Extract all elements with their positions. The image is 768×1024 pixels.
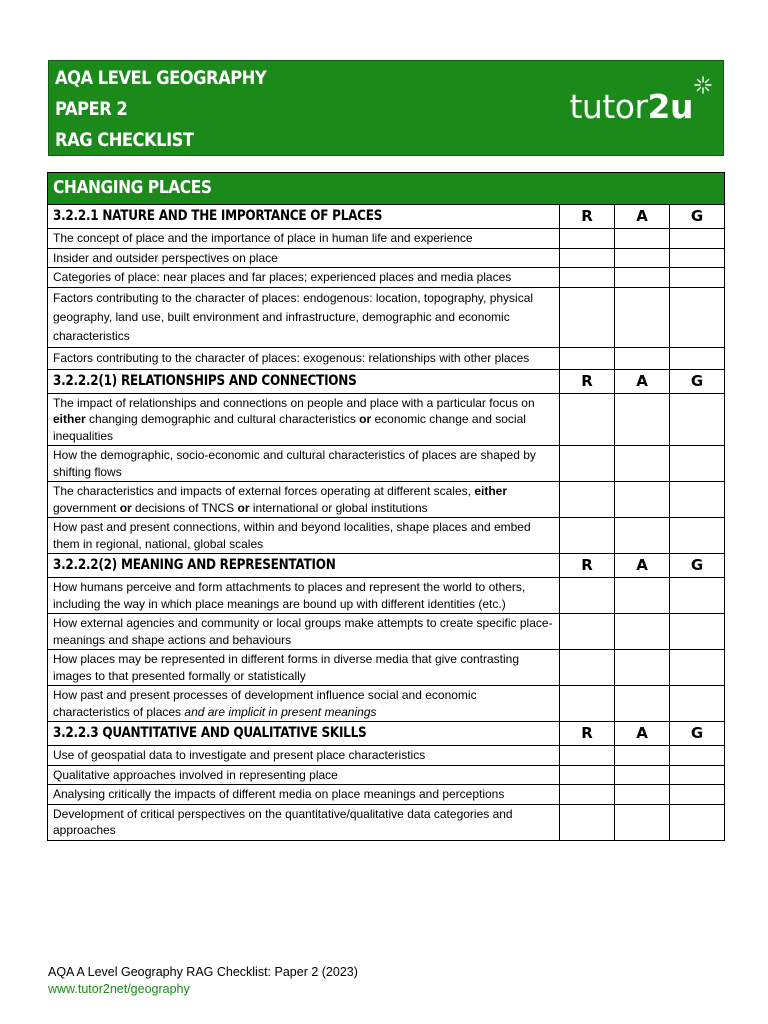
checklist-row [48,248,725,268]
checklist-item: Qualitative approaches involved in representing place [48,765,560,785]
rag-checkbox-a[interactable] [615,268,670,288]
checklist-row [48,287,725,347]
rag-header-g: G [670,205,725,229]
footer-link[interactable]: www.tutor2net/geography [48,982,190,996]
rag-checkbox-a[interactable] [615,746,670,766]
rag-checkbox-g[interactable] [670,804,725,840]
checklist-row [48,446,725,482]
subsection-title-cell [48,205,560,229]
checklist-row [48,229,725,249]
rag-header-a: A [615,554,670,578]
checklist-item: How places may be represented in different forms in diverse media that give contrasting images to that presented formally or statistically [48,650,560,686]
rag-checkbox-r[interactable] [560,482,615,518]
rag-checkbox-r[interactable] [560,393,615,446]
rag-checkbox-r[interactable] [560,229,615,249]
rag-header-a: A [615,369,670,393]
rag-checkbox-a[interactable] [615,393,670,446]
header-title-block [55,63,301,156]
checklist-row [48,268,725,288]
rag-checkbox-g[interactable] [670,347,725,369]
rag-checkbox-g[interactable] [670,248,725,268]
checklist-item: Development of critical perspectives on the quantitative/qualitative data categories and approaches [48,804,560,840]
item-text: economic change and social inequalities [53,412,526,443]
rag-checkbox-g[interactable] [670,614,725,650]
rag-checkbox-a[interactable] [615,686,670,722]
subsection-title-cell [48,369,560,393]
rag-checkbox-g[interactable] [670,578,725,614]
item-emphasis: or [237,500,250,515]
item-text: The characteristics and impacts of external forces operating at different scales, [53,484,475,498]
rag-header-r: R [560,205,615,229]
checklist-item: How external agencies and community or local groups make attempts to create specific place-meanings and shape actions and behaviours [48,614,560,650]
logo-bold-text: 2u [647,87,693,126]
subsection-title: 3.2.2.1 NATURE AND THE IMPORTANCE OF PLACES [53,208,383,225]
checklist-row [48,785,725,805]
rag-header-g: G [670,369,725,393]
rag-checkbox-r[interactable] [560,765,615,785]
rag-checkbox-a[interactable] [615,785,670,805]
rag-checkbox-r[interactable] [560,785,615,805]
rag-checkbox-g[interactable] [670,650,725,686]
rag-checkbox-r[interactable] [560,446,615,482]
page-footer [48,964,358,998]
rag-header-a: A [615,205,670,229]
section-title: CHANGING PLACES [53,176,212,198]
rag-checkbox-a[interactable] [615,650,670,686]
header-line-3: RAG CHECKLIST [55,129,194,151]
rag-checkbox-a[interactable] [615,614,670,650]
rag-checkbox-g[interactable] [670,765,725,785]
rag-checkbox-a[interactable] [615,482,670,518]
checklist-item: The concept of place and the importance of place in human life and experience [48,229,560,249]
subsection-header-row [48,722,725,746]
subsection-title-cell [48,554,560,578]
checklist-item [48,393,560,446]
item-emphasis: either [53,412,86,426]
checklist-row [48,347,725,369]
rag-checkbox-g[interactable] [670,446,725,482]
item-text: The impact of relationships and connections on people and place with a particular focus on [53,395,535,410]
header-line-1: AQA LEVEL GEOGRAPHY [55,67,267,89]
rag-header-g: G [670,722,725,746]
rag-checkbox-r[interactable] [560,578,615,614]
rag-checkbox-g[interactable] [670,268,725,288]
rag-header-g: G [670,554,725,578]
subsection-header-row [48,205,725,229]
checklist-item: How the demographic, socio-economic and cultural characteristics of places are shaped by shifting flows [48,446,560,482]
rag-checkbox-a[interactable] [615,765,670,785]
rag-checkbox-g[interactable] [670,746,725,766]
subsection-title-cell [48,722,560,746]
checklist-row [48,804,725,840]
subsection-header-row [48,369,725,393]
rag-checkbox-a[interactable] [615,248,670,268]
item-text: How past and present processes of development influence social and economic characteristics of places [53,688,477,719]
rag-checkbox-g[interactable] [670,229,725,249]
rag-header-r: R [560,722,615,746]
subsection-header-row [48,554,725,578]
item-text: international or global institutions [249,500,428,515]
rag-checkbox-r[interactable] [560,686,615,722]
checklist-row [48,686,725,722]
rag-checkbox-g[interactable] [670,518,725,554]
checklist-item [48,482,560,518]
item-text: government [53,500,120,515]
footer-caption: AQA A Level Geography RAG Checklist: Paper 2 (2023) [48,965,358,979]
rag-header-a: A [615,722,670,746]
checklist-row [48,614,725,650]
item-text: decisions of TNCS [131,500,238,515]
checklist-row [48,650,725,686]
rag-checkbox-r[interactable] [560,650,615,686]
header-banner [48,60,724,156]
section-title-cell [48,173,725,205]
tutor2u-logo [569,87,693,126]
header-line-2: PAPER 2 [55,98,128,120]
item-emphasis: and are implicit in present meanings [184,704,377,719]
subsection-title: 3.2.2.2(1) RELATIONSHIPS AND CONNECTIONS [53,372,357,389]
checklist-row [48,578,725,614]
rag-checkbox-g[interactable] [670,393,725,446]
checklist-row [48,518,725,554]
item-emphasis: either [474,484,508,498]
checklist-item: Factors contributing to the character of places: endogenous: location, topography, physical geography, land use, built environment and infrastructure, demographic and economic characteristics [48,287,560,347]
checklist-item: Analysing critically the impacts of different media on place meanings and perceptions [48,785,560,805]
item-emphasis: or [359,412,372,426]
rag-checkbox-g[interactable] [670,686,725,722]
checklist-item: How past and present connections, within and beyond localities, shape places and embed them in regional, national, global scales [48,518,560,554]
rag-checklist-table [47,172,725,841]
rag-checkbox-r[interactable] [560,347,615,369]
rag-header-r: R [560,554,615,578]
rag-checkbox-r[interactable] [560,287,615,347]
item-text: changing demographic and cultural characteristics [85,412,360,426]
rag-checkbox-g[interactable] [670,482,725,518]
rag-checkbox-a[interactable] [615,578,670,614]
checklist-row [48,746,725,766]
rag-checkbox-a[interactable] [615,804,670,840]
rag-checkbox-g[interactable] [670,785,725,805]
subsection-title: 3.2.2.3 QUANTITATIVE AND QUALITATIVE SKILLS [53,725,367,742]
subsection-title: 3.2.2.2(2) MEANING AND REPRESENTATION [53,557,336,574]
rag-checkbox-a[interactable] [615,229,670,249]
rag-checkbox-g[interactable] [670,287,725,347]
rag-checkbox-r[interactable] [560,746,615,766]
rag-checkbox-r[interactable] [560,614,615,650]
rag-checkbox-r[interactable] [560,248,615,268]
checklist-item: Categories of place: near places and far places; experienced places and media places [48,268,560,288]
checklist-item: Insider and outsider perspectives on place [48,248,560,268]
rag-checkbox-r[interactable] [560,804,615,840]
checklist-item [48,686,560,722]
logo-regular-text: tutor [569,87,648,126]
checklist-row [48,482,725,518]
rag-checkbox-a[interactable] [615,347,670,369]
rag-header-r: R [560,369,615,393]
checklist-item: Use of geospatial data to investigate and present place characteristics [48,746,560,766]
rag-checkbox-a[interactable] [615,446,670,482]
item-emphasis: or [119,500,132,515]
checklist-row [48,393,725,446]
rag-checkbox-a[interactable] [615,287,670,347]
checklist-row [48,765,725,785]
rag-checkbox-r[interactable] [560,518,615,554]
sparkle-icon [693,75,713,95]
section-title-row [48,173,725,205]
rag-checkbox-r[interactable] [560,268,615,288]
checklist-item: How humans perceive and form attachments to places and represent the world to others, including the way in which place meanings are bound up with different identities (etc.) [48,578,560,614]
checklist-item: Factors contributing to the character of places: exogenous: relationships with other places [48,347,560,369]
rag-checkbox-a[interactable] [615,518,670,554]
